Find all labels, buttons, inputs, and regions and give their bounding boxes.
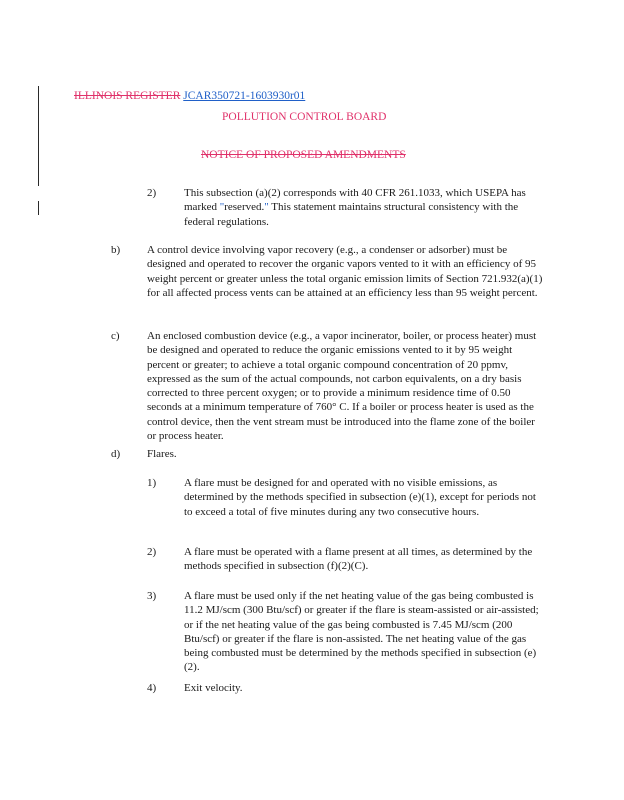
item-number: 4) [147,682,157,694]
item-number: b) [111,244,121,256]
item-number: d) [111,448,121,460]
paragraph-c: An enclosed combustion device (e.g., a vapor incinerator, boiler, or process heater) must be designed and operated to reduce the organic emissions vented to it by 95 weight percent or greater; to achieve a total organic compound concentration of 20 ppmv, expressed as the sum of the actual compounds, not carbon equivalents, on a dry basis corrected to three percent oxygen; or to provide a minimum residence time of 0.50 seconds at a minimum temperature of 760° C. If a boiler or process heater is used as the control device, then the vent stream must be introduced into the flame zone of the boiler or process heater. [147,330,537,443]
board-title: POLLUTION CONTROL BOARD [222,111,387,123]
item-number: 2) [147,187,157,199]
notice-title: NOTICE OF PROPOSED AMENDMENTS [201,149,406,161]
reserved-text: reserved. [224,201,265,214]
paragraph-text: This statement maintains structural consistency with the federal regulations. [184,201,519,228]
paragraph-d1: A flare must be designed for and operated with no visible emissions, as determined by the methods specified in subsection (e)(1), except for periods not to exceed a total of five minutes during any two consecutive hours. [184,477,536,518]
paragraph-text: This subsection (a)(2) corresponds with 40 CFR 261.1033, which USEPA has marked [184,187,526,214]
register-inserted-text: JCAR350721-1603930r01 [183,90,306,102]
paragraph-d4: Exit velocity. [184,682,243,694]
change-bar [38,86,39,186]
paragraph-d3: A flare must be used only if the net heating value of the gas being combusted is 11.2 MJ/scm (300 Btu/scf) or greater if the flare is steam-assisted or air-assisted; or if the net heating value of the gas being combusted is 7.45 MJ/scm (200 Btu/scf) or greater if the flare is non-assisted. The net heating value of the gas being combusted must be determined by the methods specified in subsection (e)(2). [184,590,539,674]
item-number: 3) [147,590,157,602]
change-bar [38,201,39,215]
register-header [74,89,305,103]
item-number: c) [111,330,120,342]
quote-mark: " [219,201,225,214]
paragraph-b: A control device involving vapor recovery (e.g., a condenser or adsorber) must be designed and operated to recover the organic vapors vented to it with an efficiency of 95 weight percent or greater unless the total organic emission limits of Section 721.932(a)(1) for all affected process vents can be attained at an efficiency less than 95 weight percent. [147,244,543,299]
paragraph-a2 [184,186,544,229]
quote-mark: " [264,201,269,214]
item-number: 1) [147,477,157,489]
register-deleted-text: ILLINOIS REGISTER [74,90,181,102]
paragraph-d2: A flare must be operated with a flame present at all times, as determined by the methods specified in subsection (f)(2)(C). [184,546,533,573]
item-number: 2) [147,546,157,558]
paragraph-d: Flares. [147,448,177,460]
